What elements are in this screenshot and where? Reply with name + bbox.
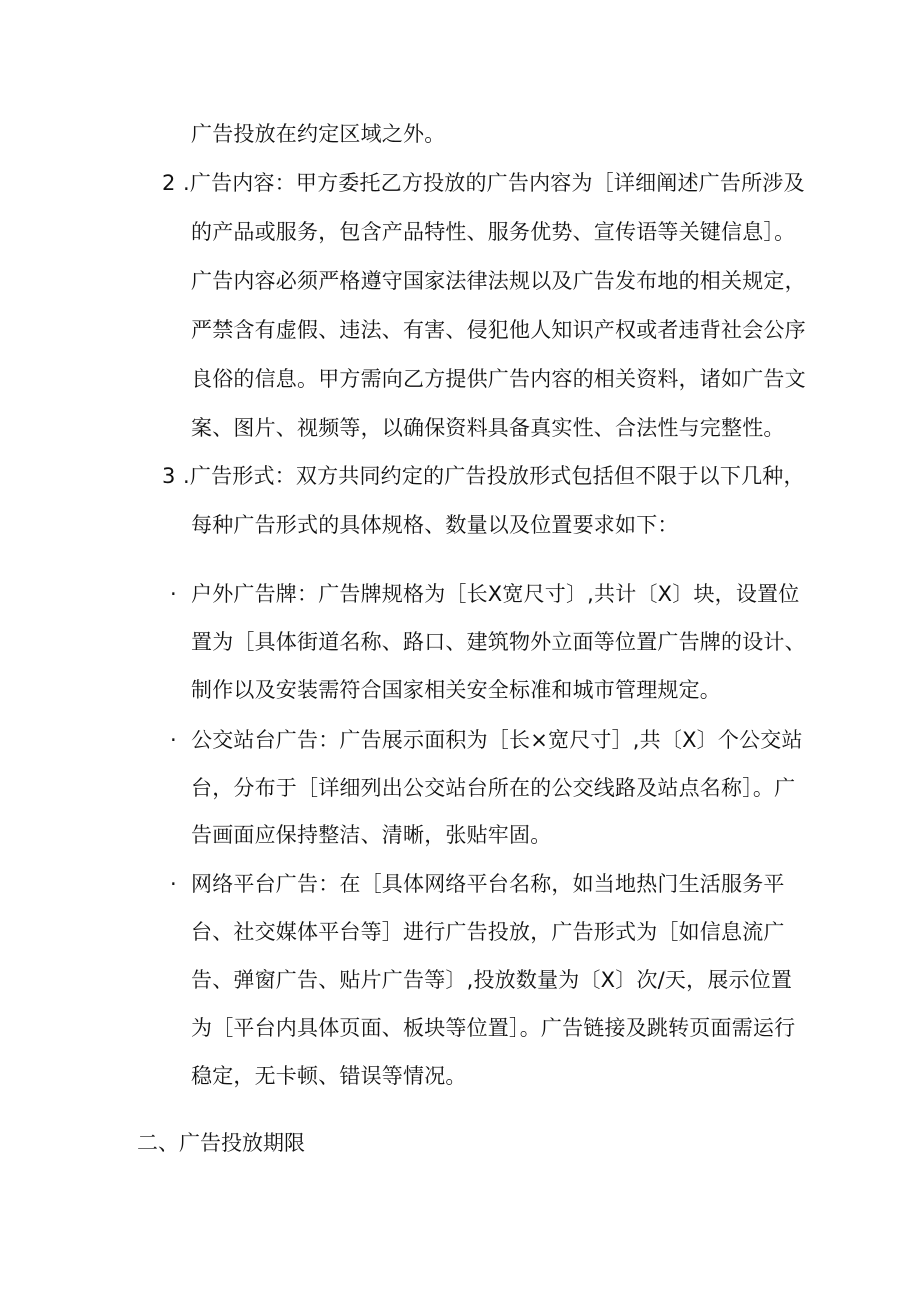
bullet-line: 台、社交媒体平台等］进行广告投放，广告形式为［如信息流广 [191,920,785,944]
bullet-marker: · [170,582,177,606]
bullet-line: 户外广告牌：广告牌规格为［长X宽尺寸〕,共计〔X〕块，设置位 [191,582,800,606]
bullet-line: 告画面应保持整洁、清晰，张贴牢固。 [191,823,552,847]
bullet-line: 为［平台内具体页面、板块等位置］。广告链接及跳转页面需运行 [191,1016,796,1040]
paragraph-line: 案、图片、视频等，以确保资料具备真实性、合法性与完整性。 [191,416,785,440]
bullet-line: 制作以及安装需符合国家相关安全标准和城市管理规定。 [191,678,721,702]
paragraph-line: .广告形式：双方共同约定的广告投放形式包括但不限于以下几种， [183,464,805,488]
bullet-line: 网络平台广告：在［具体网络平台名称，如当地热门生活服务平 [191,872,785,896]
paragraph-line: 的产品或服务，包含产品特性、服务优势、宣传语等关键信息］。 [191,220,796,244]
bullet-line: 台，分布于［详细列出公交站台所在的公交线路及站点名称］。广 [191,776,796,800]
bullet-line: 告、弹窗广告、贴片广告等〕,投放数量为〔X〕次/天，展示位置 [191,968,793,992]
list-number: 3 [162,464,176,488]
list-number: 2 [162,171,176,195]
bullet-marker: · [170,872,177,896]
paragraph-line: 广告内容必须严格遵守国家法律法规以及广告发布地的相关规定， [191,269,806,293]
bullet-line: 稳定，无卡顿、错误等情况。 [191,1064,467,1088]
paragraph-line: .广告内容：甲方委托乙方投放的广告内容为［详细阐述广告所涉及 [183,171,805,195]
section-heading: 二、广告投放期限 [137,1131,305,1155]
bullet-line: 置为［具体街道名称、路口、建筑物外立面等位置广告牌的设计、 [191,630,806,654]
paragraph-line: 每种广告形式的具体规格、数量以及位置要求如下： [191,513,679,537]
paragraph-line: 严禁含有虚假、违法、有害、侵犯他人知识产权或者违背社会公序 [191,318,806,342]
paragraph-line: 广告投放在约定区域之外。 [191,122,446,146]
bullet-marker: · [170,728,177,752]
bullet-line: 公交站台广告：广告展示面积为［长×宽尺寸］,共〔X〕个公交站 [191,728,803,752]
paragraph-line: 良俗的信息。甲方需向乙方提供广告内容的相关资料，诸如广告文 [191,367,806,391]
